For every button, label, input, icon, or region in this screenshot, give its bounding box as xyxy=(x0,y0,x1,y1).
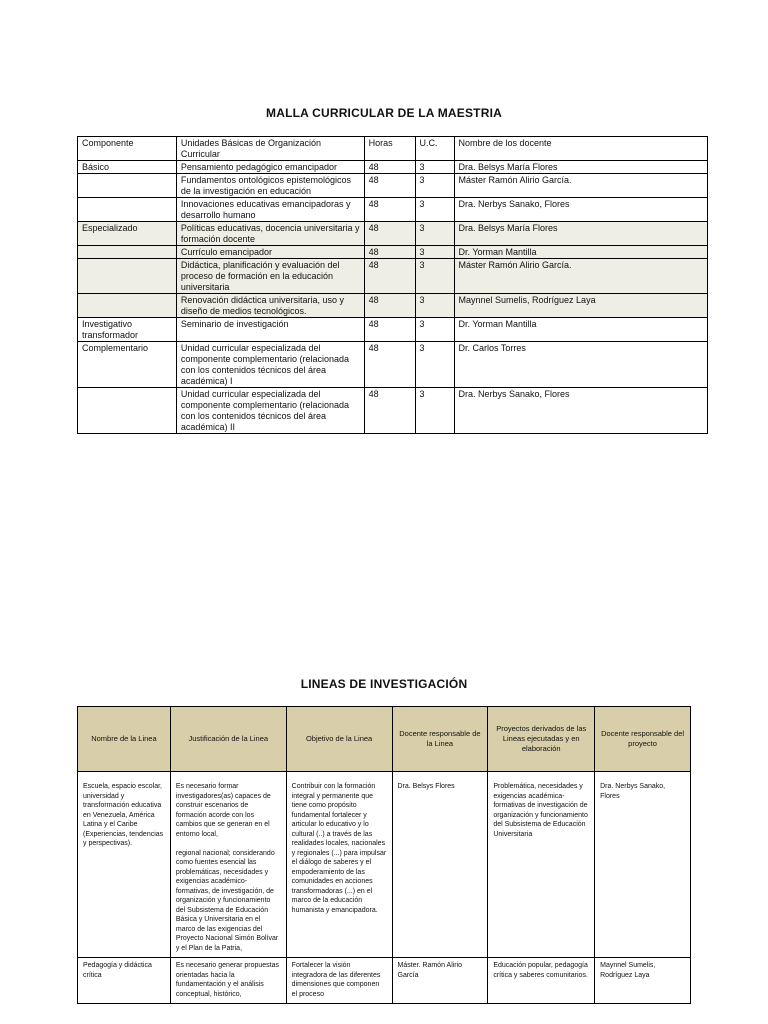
table-cell: 48 xyxy=(364,161,415,174)
table-cell: Dr. Yorman Mantilla xyxy=(454,246,708,259)
table-cell: Dra. Belsys María Flores xyxy=(454,161,708,174)
table-cell: Pedagogía y didáctica crítica xyxy=(78,958,171,1004)
column-header: Nombre de la Linea xyxy=(78,707,171,772)
table-cell xyxy=(78,388,177,434)
malla-curricular-table xyxy=(77,136,708,434)
table-cell: Seminario de investigación xyxy=(176,318,364,342)
table-row xyxy=(78,174,708,198)
table-cell: Unidad curricular especializada del componente complementario (relacionada con los contenidos técnicos del área académica) I xyxy=(176,342,364,388)
table-row xyxy=(78,198,708,222)
table-cell: Innovaciones educativas emancipadoras y desarrollo humano xyxy=(176,198,364,222)
lineas-investigacion-table xyxy=(77,706,691,1004)
table-cell: Currículo emancipador xyxy=(176,246,364,259)
table-cell: Dra. Nerbys Sanako, Flores xyxy=(454,388,708,434)
table-cell: Escuela, espacio escolar, universidad y transformación educativa en Venezuela, América Latina y el Caribe (Experiencias, tendencias y perspectivas). xyxy=(78,772,171,958)
table-cell: 48 xyxy=(364,342,415,388)
table-cell: 3 xyxy=(415,222,454,246)
table-cell xyxy=(78,294,177,318)
column-header: Docente responsable del proyecto xyxy=(595,707,691,772)
table-cell xyxy=(78,246,177,259)
table-cell: 48 xyxy=(364,222,415,246)
table-cell: 3 xyxy=(415,174,454,198)
table-cell: 48 xyxy=(364,259,415,294)
column-header: Docente responsable de la Linea xyxy=(392,707,488,772)
column-header: Nombre de los docente xyxy=(454,137,708,161)
table-cell: Fundamentos ontológicos epistemológicos de la investigación en educación xyxy=(176,174,364,198)
table-cell: Políticas educativas, docencia universitaria y formación docente xyxy=(176,222,364,246)
table-cell: 48 xyxy=(364,198,415,222)
table-cell: 48 xyxy=(364,318,415,342)
column-header: Componente xyxy=(78,137,177,161)
table-cell: Máster Ramón Alirio García. xyxy=(454,259,708,294)
table-row xyxy=(78,222,708,246)
column-header: Unidades Básicas de Organización Curricular xyxy=(176,137,364,161)
table-cell: Renovación didáctica universitaria, uso y diseño de medios tecnológicos. xyxy=(176,294,364,318)
table-row xyxy=(78,958,691,1004)
table-cell: 3 xyxy=(415,388,454,434)
column-header: Objetivo de la Linea xyxy=(286,707,392,772)
table-cell: 3 xyxy=(415,259,454,294)
table-row xyxy=(78,318,708,342)
column-header: U.C. xyxy=(415,137,454,161)
table-row xyxy=(78,388,708,434)
table-cell: Dra. Belsys Flores xyxy=(392,772,488,958)
table-cell: Unidad curricular especializada del componente complementario (relacionada con los contenidos técnicos del área académica) II xyxy=(176,388,364,434)
table-header-row xyxy=(78,137,708,161)
table-cell: 48 xyxy=(364,294,415,318)
table-cell xyxy=(78,259,177,294)
table-cell: 3 xyxy=(415,246,454,259)
table-cell: Maynnel Sumelis, Rodríguez Laya xyxy=(595,958,691,1004)
table-row xyxy=(78,342,708,388)
table-cell: 3 xyxy=(415,161,454,174)
table-cell: Contribuir con la formación integral y permanente que tiene como propósito fundamental fortalecer y articular lo educativo y lo cultural (..) a través de las realidades locales, nacionales y regionales (...) para impulsar el diálogo de saberes y el empoderamiento de las comunidades en acciones transformadoras (...) en el marco de la educación humanista y emancipadora. xyxy=(286,772,392,958)
table-cell: Investigativo transformador xyxy=(78,318,177,342)
table-cell: Complementario xyxy=(78,342,177,388)
table-cell xyxy=(78,174,177,198)
table-cell: 48 xyxy=(364,246,415,259)
column-header: Justificación de la Linea xyxy=(170,707,286,772)
table-row xyxy=(78,294,708,318)
table-cell: 3 xyxy=(415,342,454,388)
table-cell: Problemática, necesidades y exigencias académica-formativas de investigación de organización y funcionamiento del Subsistema de Educación Universitaria xyxy=(488,772,595,958)
table-row xyxy=(78,772,691,958)
table-cell: Dr. Yorman Mantilla xyxy=(454,318,708,342)
table-cell: 48 xyxy=(364,388,415,434)
table-cell: 3 xyxy=(415,198,454,222)
table-cell: Maynnel Sumelis, Rodríguez Laya xyxy=(454,294,708,318)
table-cell: Máster Ramón Alirio García. xyxy=(454,174,708,198)
table-cell: Dra. Nerbys Sanako, Flores xyxy=(454,198,708,222)
table-cell: Es necesario formar investigadores(as) capaces de construir escenarios de formación acorde con los cambios que se generan en el entorno local, regional nacional; considerando como fuentes esencial las problemáticas, necesidades y exigencias académico-formativas, de investigación, de organización y funcionamiento del Subsistema de Educación Básica y Universitaria en el marco de las exigencias del Proyecto Nacional Simón Bolívar y el Plan de la Patria, xyxy=(170,772,286,958)
table-cell: Básico xyxy=(78,161,177,174)
table-cell: Dr. Carlos Torres xyxy=(454,342,708,388)
lineas-title: LINEAS DE INVESTIGACIÓN xyxy=(300,677,468,691)
table-cell: Didáctica, planificación y evaluación del proceso de formación en la educación universitaria xyxy=(176,259,364,294)
table-cell: Dra. Belsys María Flores xyxy=(454,222,708,246)
table-cell: Fortalecer la visión integradora de las diferentes dimensiones que componen el proceso xyxy=(286,958,392,1004)
malla-title: MALLA CURRICULAR DE LA MAESTRIA xyxy=(266,106,502,120)
table-cell: Dra. Nerbys Sanako, Flores xyxy=(595,772,691,958)
column-header: Horas xyxy=(364,137,415,161)
table-cell: 3 xyxy=(415,294,454,318)
column-header: Proyectos derivados de las Lineas ejecutadas y en elaboración xyxy=(488,707,595,772)
table-row xyxy=(78,246,708,259)
table-cell: 48 xyxy=(364,174,415,198)
table-row xyxy=(78,259,708,294)
table-header-row xyxy=(78,707,691,772)
table-cell xyxy=(78,198,177,222)
table-cell: Educación popular, pedagogía crítica y saberes comunitarios. xyxy=(488,958,595,1004)
table-row xyxy=(78,161,708,174)
table-cell: Pensamiento pedagógico emancipador xyxy=(176,161,364,174)
table-cell: Especializado xyxy=(78,222,177,246)
table-cell: Máster. Ramón Alirio García xyxy=(392,958,488,1004)
table-cell: Es necesario generar propuestas orientadas hacia la fundamentación y el análisis conceptual, histórico, xyxy=(170,958,286,1004)
table-cell: 3 xyxy=(415,318,454,342)
